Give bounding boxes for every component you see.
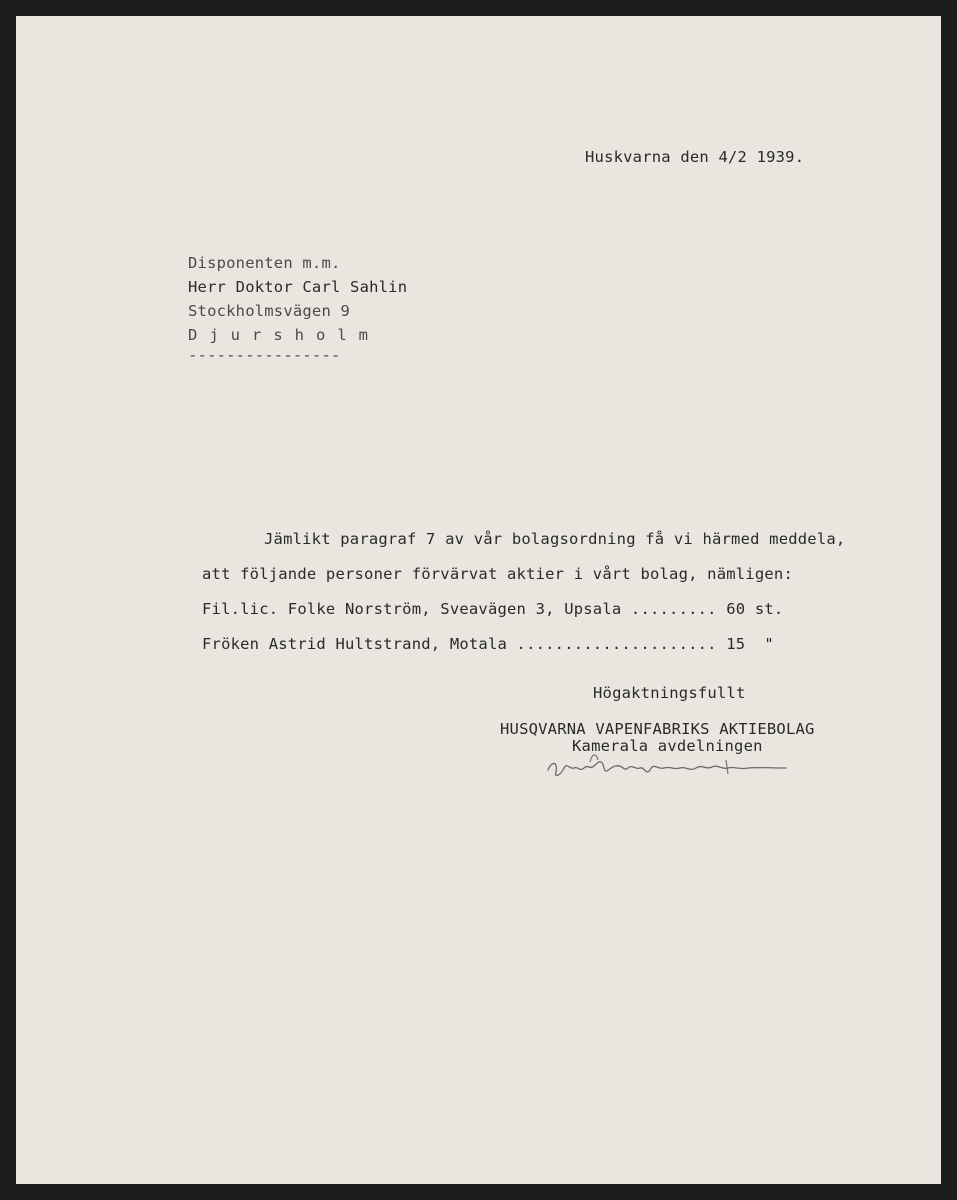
shareholder-item-2: Fröken Astrid Hultstrand, Motala ..................... 15 " <box>202 635 774 653</box>
recipient-city: Djursholm <box>188 326 380 344</box>
body-paragraph-2: att följande personer förvärvat aktier i vårt bolag, nämligen: <box>202 565 793 583</box>
recipient-title: Disponenten m.m. <box>188 254 341 272</box>
place-date: Huskvarna den 4/2 1939. <box>585 148 805 166</box>
body-paragraph-1: Jämlikt paragraf 7 av vår bolagsordning få vi härmed meddela, <box>264 530 846 548</box>
recipient-underline: ---------------- <box>188 346 341 364</box>
department-name: Kamerala avdelningen <box>572 737 763 755</box>
company-name: HUSQVARNA VAPENFABRIKS AKTIEBOLAG <box>500 720 815 738</box>
recipient-name: Herr Doktor Carl Sahlin <box>188 278 408 296</box>
recipient-street: Stockholmsvägen 9 <box>188 302 351 320</box>
shareholder-item-1: Fil.lic. Folke Norström, Sveavägen 3, Upsala ......... 60 st. <box>202 600 784 618</box>
closing-salutation: Högaktningsfullt <box>593 684 746 702</box>
handwritten-signature <box>530 740 810 790</box>
